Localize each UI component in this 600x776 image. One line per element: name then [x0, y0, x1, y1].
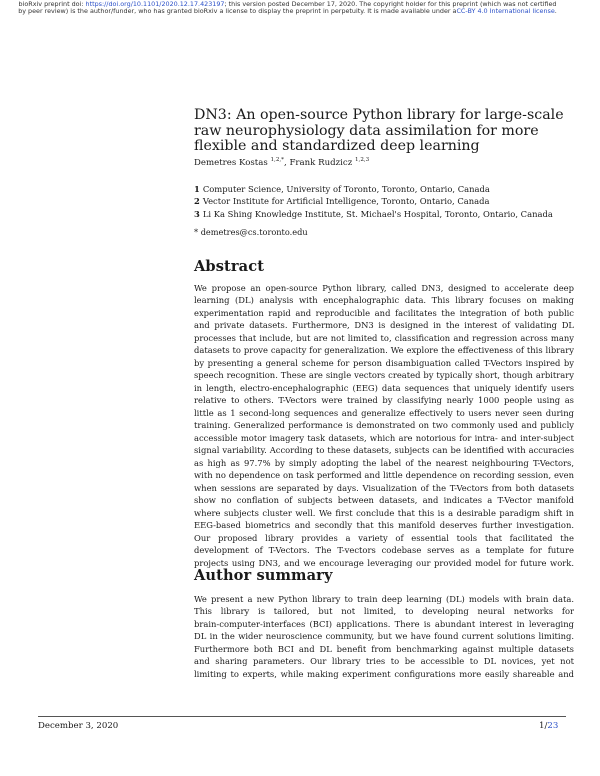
text-line: when sessions are separated by days. Visualization of the T-Vectors from both datasets [194, 482, 574, 493]
text-line: This library is tailored, but not limited, to developing neural networks for [194, 606, 574, 617]
affiliation-list [194, 183, 574, 220]
affiliation-item [194, 208, 574, 220]
author-name: Demetres Kostas [194, 158, 268, 168]
corresponding-email: * demetres@cs.toronto.edu [194, 227, 308, 237]
text-line: projects using DN3, and we encourage leveraging our provided model for future work. [194, 557, 574, 568]
text-line: limiting to experts, while making experiment configurations more easily shareable and [194, 668, 574, 679]
affiliation-number: 1 [194, 184, 200, 194]
text-line: learning (DL) analysis with encephalographic data. This library focuses on making [194, 295, 574, 306]
abstract-heading: Abstract [194, 258, 265, 275]
text-line: with no dependence on task performed and little dependence on recording session, even [194, 470, 574, 481]
text-line: little as 1 second-long sequences and generalize effectively to users never seen during [194, 407, 574, 418]
total-pages-link[interactable]: 23 [547, 721, 559, 731]
text-line: Furthermore both BCI and DL benefit from benchmarking against multiple datasets [194, 643, 574, 654]
notice-text-middle: ; this version posted December 17, 2020. The copyright holder for this preprint (which was not certified by peer review) is the author/funder, who has granted bioRxiv a license to display the preprint in perpetuity. It is made available under a [18, 0, 557, 16]
text-line: brain-computer-interfaces (BCI) applications. There is abundant interest in leveraging [194, 618, 574, 629]
text-line: We propose an open-source Python library, called DN3, designed to accelerate deep [194, 283, 574, 293]
author-summary-heading: Author summary [194, 567, 333, 584]
license-link[interactable]: CC-BY 4.0 International license [456, 7, 555, 16]
text-line: experimentation rapid and reproducible and facilitates the integration of both public [194, 307, 574, 318]
text-line: DL in the wider neuroscience community, but we have found current solutions limiting. [194, 631, 574, 642]
affiliation-text: Vector Institute for Artificial Intelligence, Toronto, Ontario, Canada [202, 196, 490, 207]
text-line: EEG-based biometrics and secondly that this manifold deserves further investigation. [194, 520, 574, 531]
notice-text-start: bioRxiv preprint doi: [18, 0, 86, 8]
text-line: processes that include, but are not limited to, classification and regression across many [194, 332, 574, 343]
text-line: training. Generalized performance is demonstrated on two commonly used and publicly [194, 420, 574, 431]
footer-date: December 3, 2020 [38, 721, 119, 731]
page-number [539, 721, 558, 731]
affiliation-item [194, 195, 574, 207]
affiliation-item [194, 183, 574, 195]
text-line: datasets to prove capacity for generalization. We explore the effectiveness of this library [194, 345, 574, 356]
current-page: 1 [539, 721, 545, 731]
text-line: as high as 97.7% by simply adopting the label of the nearest neighbouring T-Vectors, [194, 457, 574, 468]
author-list: Demetres Kostas $^{1,2,*}$, Frank Rudzicz $^{1,2,3}$ [194, 157, 370, 168]
text-line: and private datasets. Furthermore, DN3 is designed in the interest of validating DL [194, 320, 574, 331]
text-line: speech recognition. These are single vectors created by typically short, though arbitrary [194, 370, 574, 381]
author-affiliation-marks: 1,2,3 [354, 157, 370, 163]
text-line: relative to others. T-Vectors were trained by classifying nearly 1000 people using as [194, 395, 574, 406]
affiliation-text: Li Ka Shing Knowledge Institute, St. Michael's Hospital, Toronto, Ontario, Canada [202, 208, 553, 219]
text-line: and sharing parameters. Our library tries to be accessible to DL novices, yet not [194, 656, 574, 667]
paper-title: DN3: An open-source Python library for large-scale raw neurophysiology data assimilation for more flexible and standardized deep learning [194, 107, 564, 155]
affiliation-text: Computer Science, University of Toronto, Toronto, Ontario, Canada [202, 184, 490, 194]
author-summary-body [194, 593, 574, 680]
text-line: by presenting a general scheme for person disambiguation called T-Vectors inspired by [194, 357, 574, 368]
text-line: Our proposed library provides a variety of essential tools that facilitated the [194, 532, 574, 543]
text-line: signal variability. According to these datasets, subjects can be identified with accuracies [194, 445, 574, 456]
notice-text-end: . [554, 7, 557, 16]
footer-divider [38, 716, 566, 717]
preprint-notice [15, 1, 560, 16]
author-name: Frank Rudzicz [289, 158, 353, 168]
author-affiliation-marks: 1,2,* [270, 157, 284, 163]
affiliation-number: 3 [194, 208, 200, 219]
text-line: development of T-Vectors. The T-vectors codebase serves as a template for future [194, 545, 574, 556]
text-line: where subjects cluster well. We first conclude that this is a desirable paradigm shift in [194, 507, 574, 518]
text-line: accessible motor imagery task datasets, which are notorious for intra- and inter-subject [194, 432, 574, 443]
text-line: in length, electro-encephalographic (EEG) data sequences that uniquely identify users [194, 382, 574, 393]
page-separator: / [544, 721, 548, 731]
doi-link[interactable]: https://doi.org/10.1101/2020.12.17.423197 [85, 0, 225, 8]
abstract-body [194, 282, 574, 569]
affiliation-number: 2 [194, 196, 200, 207]
text-line: We present a new Python library to train deep learning (DL) models with brain data. [194, 594, 574, 604]
text-line: show no conflation of subjects between datasets, and indicates a T-Vector manifold [194, 495, 574, 506]
